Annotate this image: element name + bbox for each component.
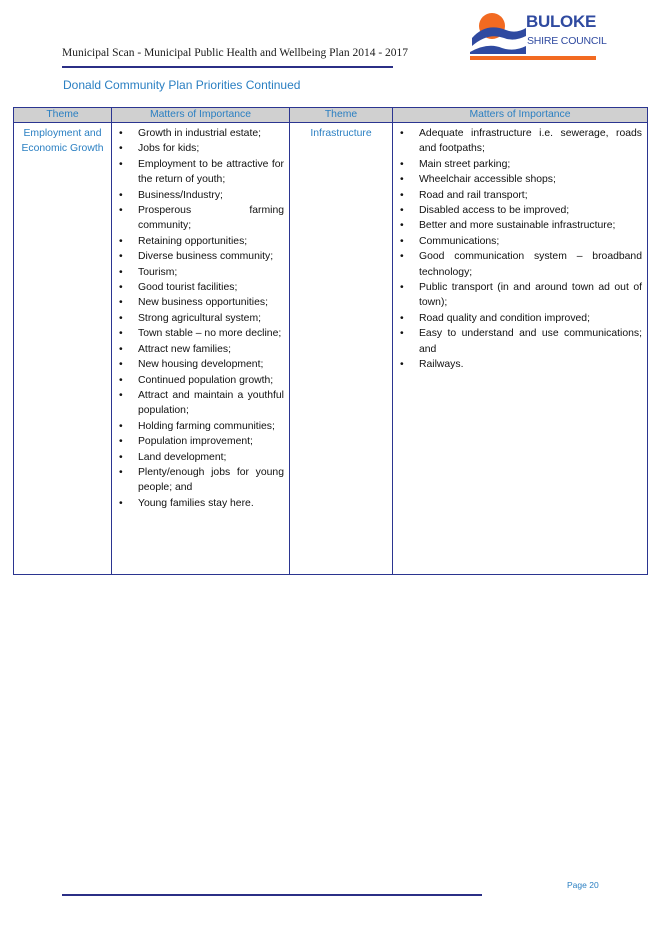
logo-subtitle-text: SHIRE COUNCIL xyxy=(527,35,607,47)
list-item: • Diverse business community; xyxy=(117,249,284,264)
list-item: • Strong agricultural system; xyxy=(117,311,284,326)
list-item: • Population improvement; xyxy=(117,434,284,449)
list-item: • Town stable – no more decline; xyxy=(117,326,284,341)
page-number: Page 20 xyxy=(567,880,599,890)
list-item: • Jobs for kids; xyxy=(117,141,284,156)
list-item: • Better and more sustainable infrastructure; xyxy=(398,218,642,233)
list-item: • Road quality and condition improved; xyxy=(398,311,642,326)
list-item: • New business opportunities; xyxy=(117,295,284,310)
list-item: • Holding farming communities; xyxy=(117,419,284,434)
theme-cell-employment: Employment and Economic Growth xyxy=(14,123,112,575)
list-item: • Main street parking; xyxy=(398,157,642,172)
list-item: • Easy to understand and use communications; and xyxy=(398,326,642,357)
column-header-theme: Theme xyxy=(14,108,112,123)
buloke-shire-logo xyxy=(470,8,607,60)
column-header-matters: Matters of Importance xyxy=(393,108,648,123)
logo-name-text: BULOKE xyxy=(526,12,596,31)
list-item: • New housing development; xyxy=(117,357,284,372)
list-item: • Attract and maintain a youthful population; xyxy=(117,388,284,419)
theme-cell-infrastructure: Infrastructure xyxy=(290,123,393,575)
list-item: • Public transport (in and around town ad out of town); xyxy=(398,280,642,311)
footer-divider xyxy=(62,894,482,896)
table-header-row xyxy=(14,108,648,123)
list-item: • Young families stay here. xyxy=(117,496,284,511)
list-item: • Plenty/enough jobs for young people; and xyxy=(117,465,284,496)
list-item: • Good communication system – broadband technology; xyxy=(398,249,642,280)
list-item: • Retaining opportunities; xyxy=(117,234,284,249)
list-item: • Wheelchair accessible shops; xyxy=(398,172,642,187)
list-item: • Business/Industry; xyxy=(117,188,284,203)
matters-cell-infrastructure xyxy=(393,123,648,575)
matters-list xyxy=(398,126,642,373)
list-item: • Railways. xyxy=(398,357,642,372)
list-item: • Continued population growth; xyxy=(117,373,284,388)
logo-orange-bar xyxy=(470,56,596,60)
list-item: • Tourism; xyxy=(117,265,284,280)
priorities-table xyxy=(13,107,648,575)
section-heading: Donald Community Plan Priorities Continued xyxy=(63,78,301,92)
matters-cell-employment xyxy=(112,123,290,575)
list-item: • Communications; xyxy=(398,234,642,249)
column-header-theme: Theme xyxy=(290,108,393,123)
table-row xyxy=(14,123,648,575)
header-divider xyxy=(62,66,393,68)
column-header-matters: Matters of Importance xyxy=(112,108,290,123)
list-item: • Growth in industrial estate; xyxy=(117,126,284,141)
logo-river-icon xyxy=(470,8,528,60)
list-item: • Road and rail transport; xyxy=(398,188,642,203)
list-item: • Prosperous farming community; xyxy=(117,203,284,234)
list-item: • Employment to be attractive for the return of youth; xyxy=(117,157,284,188)
list-item: • Good tourist facilities; xyxy=(117,280,284,295)
list-item: • Disabled access to be improved; xyxy=(398,203,642,218)
document-header-title: Municipal Scan - Municipal Public Health and Wellbeing Plan 2014 - 2017 xyxy=(62,47,409,59)
matters-list xyxy=(117,126,284,511)
list-item: • Land development; xyxy=(117,450,284,465)
list-item: • Adequate infrastructure i.e. sewerage, roads and footpaths; xyxy=(398,126,642,157)
list-item: • Attract new families; xyxy=(117,342,284,357)
